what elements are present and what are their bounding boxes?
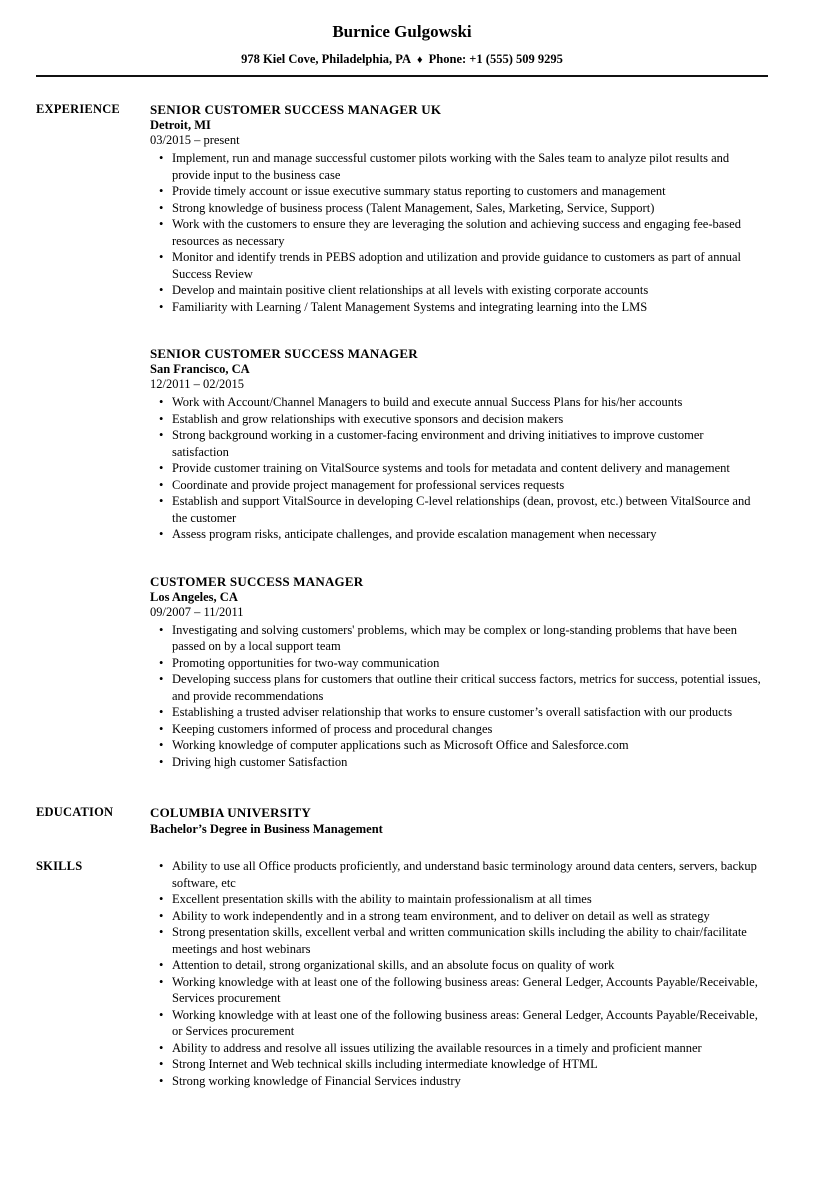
contact-line bbox=[36, 52, 768, 68]
bullet-item: • Ability to work independently and in a strong team environment, and to deliver on detail as well as strategy bbox=[150, 908, 762, 925]
contact-phone: Phone: +1 (555) 509 9295 bbox=[428, 52, 563, 66]
skills-bullet-list bbox=[150, 858, 762, 1089]
header-divider bbox=[36, 75, 768, 77]
bullet-item: • Working knowledge with at least one of the following business areas: General Ledger, Accounts Payable/Receivable, or Services procurement bbox=[150, 1007, 762, 1040]
bullet-item: • Ability to address and resolve all issues utilizing the available resources in a timely and proficient manner bbox=[150, 1040, 762, 1057]
bullet-item: • Strong presentation skills, excellent verbal and written communication skills including the ability to chair/facilitate meetings and host webinars bbox=[150, 924, 762, 957]
job-bullet-list bbox=[150, 622, 762, 771]
bullet-item: • Driving high customer Satisfaction bbox=[150, 754, 762, 771]
bullet-item: • Developing success plans for customers that outline their critical success factors, metrics for success, potential issues, and provide recommendations bbox=[150, 671, 762, 704]
skills-label: SKILLS bbox=[36, 859, 83, 873]
skills-content bbox=[150, 858, 762, 1089]
bullet-item: • Develop and maintain positive client relationships at all levels with existing corporate accounts bbox=[150, 282, 762, 299]
education-label: EDUCATION bbox=[36, 805, 114, 819]
bullet-item: • Provide customer training on VitalSource systems and tools for metadata and content delivery and management bbox=[150, 460, 762, 477]
bullet-item: • Attention to detail, strong organizational skills, and an absolute focus on quality of work bbox=[150, 957, 762, 974]
section-skills bbox=[36, 858, 768, 1089]
bullet-item: • Excellent presentation skills with the ability to maintain professionalism at all times bbox=[150, 891, 762, 908]
job-location: Los Angeles, CA bbox=[150, 589, 238, 604]
bullet-item: • Promoting opportunities for two-way communication bbox=[150, 655, 762, 672]
bullet-item: • Strong Internet and Web technical skills including intermediate knowledge of HTML bbox=[150, 1056, 762, 1073]
job-dates: 12/2011 – 02/2015 bbox=[150, 377, 244, 391]
bullet-item: • Ability to use all Office products proficiently, and understand basic terminology around data centers, servers, backup software, etc bbox=[150, 858, 762, 891]
bullet-item: • Familiarity with Learning / Talent Management Systems and integrating learning into the LMS bbox=[150, 299, 762, 316]
bullet-item: • Strong knowledge of business process (Talent Management, Sales, Marketing, Service, Support) bbox=[150, 200, 762, 217]
bullet-item: • Assess program risks, anticipate challenges, and provide escalation management when necessary bbox=[150, 526, 762, 543]
job-csm bbox=[150, 573, 762, 771]
section-experience bbox=[36, 101, 768, 770]
job-bullet-list bbox=[150, 150, 762, 315]
bullet-item: • Investigating and solving customers' problems, which may be complex or long-standing problems that have been passed on by a local support team bbox=[150, 622, 762, 655]
education-degree: Bachelor’s Degree in Business Management bbox=[150, 822, 383, 836]
job-title: SENIOR CUSTOMER SUCCESS MANAGER UK bbox=[150, 102, 442, 117]
bullet-item: • Keeping customers informed of process and procedural changes bbox=[150, 721, 762, 738]
job-senior-csm-uk bbox=[150, 101, 762, 315]
job-location: San Francisco, CA bbox=[150, 362, 250, 376]
contact-address: 978 Kiel Cove, Philadelphia, PA bbox=[241, 52, 412, 66]
bullet-item: • Establish and support VitalSource in developing C-level relationships (dean, provost, etc.) between VitalSource and the customer bbox=[150, 493, 762, 526]
job-dates: 03/2015 – present bbox=[150, 133, 240, 147]
resume-header bbox=[36, 22, 768, 77]
bullet-item: • Provide timely account or issue executive summary status reporting to customers and management bbox=[150, 183, 762, 200]
bullet-item: • Coordinate and provide project management for professional services requests bbox=[150, 477, 762, 494]
person-name: Burnice Gulgowski bbox=[332, 22, 472, 41]
job-title: CUSTOMER SUCCESS MANAGER bbox=[150, 573, 364, 589]
bullet-item: • Establish and grow relationships with executive sponsors and decision makers bbox=[150, 411, 762, 428]
job-location: Detroit, MI bbox=[150, 118, 211, 132]
job-title: SENIOR CUSTOMER SUCCESS MANAGER bbox=[150, 346, 418, 361]
experience-label: EXPERIENCE bbox=[36, 102, 120, 116]
education-content bbox=[150, 804, 762, 838]
bullet-item: • Working knowledge of computer applications such as Microsoft Office and Salesforce.com bbox=[150, 737, 762, 754]
bullet-item: • Implement, run and manage successful customer pilots working with the Sales team to analyze pilot results and provide input to the business case bbox=[150, 150, 762, 183]
diamond-icon: ♦ bbox=[417, 54, 423, 66]
bullet-item: • Working knowledge with at least one of the following business areas: General Ledger, Accounts Payable/Receivable, Services procurement bbox=[150, 974, 762, 1007]
bullet-item: • Strong background working in a customer-facing environment and driving initiatives to improve customer satisfaction bbox=[150, 427, 762, 460]
bullet-item: • Monitor and identify trends in PEBS adoption and utilization and provide guidance to customers as part of annual Success Review bbox=[150, 249, 762, 282]
bullet-item: • Strong working knowledge of Financial Services industry bbox=[150, 1073, 762, 1090]
section-education bbox=[36, 804, 768, 838]
job-senior-csm bbox=[150, 345, 762, 543]
bullet-item: • Work with Account/Channel Managers to build and execute annual Success Plans for his/her accounts bbox=[150, 394, 762, 411]
job-dates: 09/2007 – 11/2011 bbox=[150, 604, 244, 619]
bullet-item: • Establishing a trusted adviser relationship that works to ensure customer’s overall satisfaction with our products bbox=[150, 704, 762, 721]
job-bullet-list bbox=[150, 394, 762, 543]
education-school: COLUMBIA UNIVERSITY bbox=[150, 805, 311, 820]
experience-content bbox=[150, 101, 762, 770]
bullet-item: • Work with the customers to ensure they are leveraging the solution and achieving success and engaging fee-based resources as necessary bbox=[150, 216, 762, 249]
